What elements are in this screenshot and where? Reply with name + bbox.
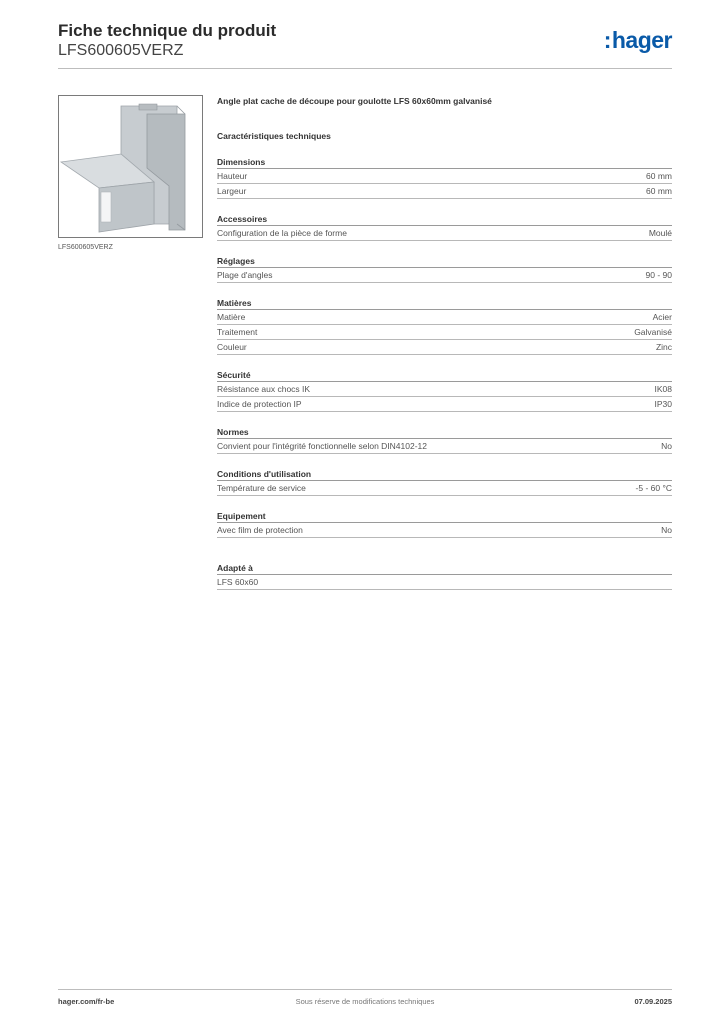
spec-value: Acier	[652, 312, 672, 322]
spec-group-title: Normes	[217, 426, 672, 439]
footer-date: 07.09.2025	[634, 997, 672, 1006]
footer-notice: Sous réserve de modifications techniques	[295, 997, 435, 1006]
spec-row	[217, 481, 672, 496]
spec-row	[217, 439, 672, 454]
spec-group-equipement	[217, 510, 672, 538]
spec-row	[217, 169, 672, 184]
spec-group-title: Conditions d'utilisation	[217, 468, 672, 481]
spec-label: Matière	[217, 312, 246, 322]
spec-row	[217, 523, 672, 538]
spec-value: 60 mm	[646, 186, 672, 196]
spec-row	[217, 397, 672, 412]
spec-row	[217, 382, 672, 397]
page-header	[58, 20, 672, 60]
spec-row	[217, 226, 672, 241]
spec-value: 60 mm	[646, 171, 672, 181]
logo-colon: :	[603, 27, 611, 53]
suited-for-title: Adapté à	[217, 562, 672, 575]
spec-group-title: Equipement	[217, 510, 672, 523]
spec-group-conditions	[217, 468, 672, 496]
footer-divider	[58, 989, 672, 990]
spec-group-title: Réglages	[217, 255, 672, 268]
spec-label: Convient pour l'intégrité fonctionnelle selon DIN4102-12	[217, 441, 428, 451]
product-reference: LFS600605VERZ	[58, 42, 184, 59]
spec-label: Indice de protection IP	[217, 399, 302, 409]
spec-group-title: Dimensions	[217, 156, 672, 169]
product-image	[58, 95, 203, 238]
spec-label: Avec film de protection	[217, 525, 303, 535]
suited-item	[217, 575, 672, 590]
spec-value: IK08	[654, 384, 672, 394]
spec-label: Résistance aux chocs IK	[217, 384, 311, 394]
product-description: Angle plat cache de découpe pour goulotte LFS 60x60mm galvanisé	[217, 96, 492, 106]
spec-label: Couleur	[217, 342, 247, 352]
spec-label: Largeur	[217, 186, 247, 196]
spec-group-reglages	[217, 255, 672, 283]
specs-heading: Caractéristiques techniques	[217, 131, 331, 141]
logo-text: hager	[611, 27, 672, 53]
spec-group-normes	[217, 426, 672, 454]
spec-label: Température de service	[217, 483, 306, 493]
spec-label: Traitement	[217, 327, 258, 337]
spec-value: 90 - 90	[645, 270, 672, 280]
spec-group-dimensions	[217, 156, 672, 199]
spec-label: Hauteur	[217, 171, 248, 181]
spec-row	[217, 268, 672, 283]
spec-value: Moulé	[648, 228, 672, 238]
suited-for-section	[217, 562, 672, 590]
page-title: Fiche technique du produit	[58, 21, 277, 40]
spec-group-securite	[217, 369, 672, 412]
spec-group-title: Accessoires	[217, 213, 672, 226]
spec-value: -5 - 60 °C	[635, 483, 672, 493]
specifications-section	[217, 95, 672, 590]
spec-value: Galvanisé	[634, 327, 672, 337]
spec-value: No	[661, 525, 672, 535]
footer-website-link[interactable]: hager.com/fr-be	[58, 997, 115, 1006]
spec-group-accessoires	[217, 213, 672, 241]
suited-item-label: LFS 60x60	[217, 577, 259, 587]
spec-group-matieres	[217, 297, 672, 355]
spec-group-title: Sécurité	[217, 369, 672, 382]
spec-row	[217, 340, 672, 355]
image-caption: LFS600605VERZ	[58, 244, 113, 251]
spec-value: No	[661, 441, 672, 451]
hager-logo	[604, 27, 672, 54]
spec-value: Zinc	[655, 342, 672, 352]
spec-label: Plage d'angles	[217, 270, 273, 280]
spec-label: Configuration de la pièce de forme	[217, 228, 347, 238]
spec-row	[217, 325, 672, 340]
header-divider	[58, 68, 672, 69]
spec-row	[217, 310, 672, 325]
spec-row	[217, 184, 672, 199]
spec-group-title: Matières	[217, 297, 672, 310]
spec-value: IP30	[654, 399, 672, 409]
